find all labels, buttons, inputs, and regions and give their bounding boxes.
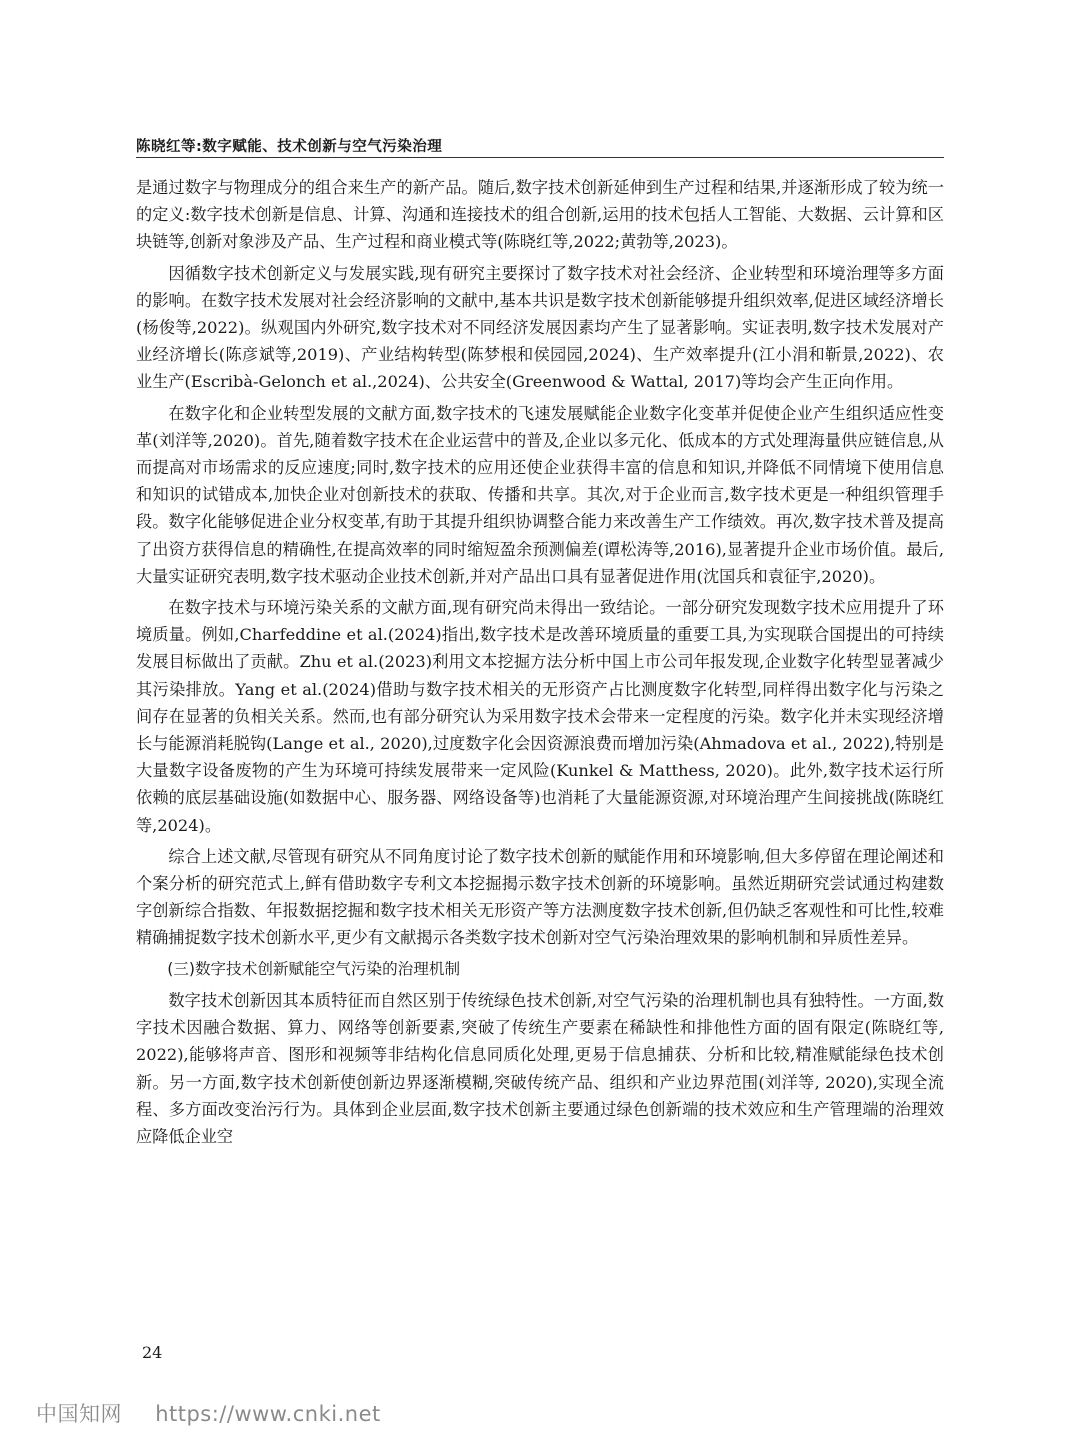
paragraph-2: 因循数字技术创新定义与发展实践,现有研究主要探讨了数字技术对社会经济、企业转型和环境治理等多方面的影响。在数字技术发展对社会经济影响的文献中,基本共识是数字技术创新能够提升组织效率,促进区域经济增长(杨俊等,2022)。纵观国内外研究,数字技术对不同经济发展因素均产生了显著影响。实证表明,数字技术发展对产业经济增长(陈彦斌等,2019)、产业结构转型(陈梦根和侯园园,2024)、生产效率提升(江小涓和靳景,2022)、农业生产(Escribà-Gelonch et al.,2024)、公共安全(Greenwood & Wattal, 2017)等均会产生正向作用。 [136, 263, 944, 392]
paragraph-4: 在数字技术与环境污染关系的文献方面,现有研究尚未得出一致结论。一部分研究发现数字技术应用提升了环境质量。例如,Charfeddine et al.(2024)指出,数字技术是改善环境质量的重要工具,为实现联合国提出的可持续发展目标做出了贡献。Zhu et al.(2023)利用文本挖掘方法分析中国上市公司年报发现,企业数字化转型显著减少其污染排放。Yang et al.(2024)借助与数字技术相关的无形资产占比测度数字化转型,同样得出数字化与污染之间存在显著的负相关关系。然而,也有部分研究认为采用数字技术会带来一定程度的污染。数字化并未实现经济增长与能源消耗脱钩(Lange et al., 2020),过度数字化会因资源浪费而增加污染(Ahmadova et al., 2022),特别是大量数字设备废物的产生为环境可持续发展带来一定风险(Kunkel & Matthess, 2020)。此外,数字技术运行所依赖的底层基础设施(如数据中心、服务器、网络设备等)也消耗了大量能源资源,对环境治理产生间接挑战(陈晓红等,2024)。 [136, 598, 944, 835]
paragraph-6: 数字技术创新因其本质特征而自然区别于传统绿色技术创新,对空气污染的治理机制也具有独特性。一方面,数字技术因融合数据、算力、网络等创新要素,突破了传统生产要素在稀缺性和排他性方面的固有限定(陈晓红等, 2022),能够将声音、图形和视频等非结构化信息同质化处理,更易于信息捕获、分析和比较,精准赋能绿色技术创新。另一方面,数字技术创新使创新边界逐渐模糊,突破传统产品、组织和产业边界范围(刘洋等, 2020),实现全流程、多方面改变治污行为。具体到企业层面,数字技术创新主要通过绿色创新端的技术效应和生产管理端的治理效应降低企业空 [136, 990, 944, 1146]
watermark-url: https://www.cnki.net [155, 1402, 381, 1426]
cnki-watermark [36, 1398, 381, 1428]
header-rule [136, 157, 944, 158]
paragraph-3: 在数字化和企业转型发展的文献方面,数字技术的飞速发展赋能企业数字化变革并促使企业产生组织适应性变革(刘洋等,2020)。首先,随着数字技术在企业运营中的普及,企业以多元化、低成本的方式处理海量供应链信息,从而提高对市场需求的反应速度;同时,数字技术的应用还使企业获得丰富的信息和知识,并降低不同情境下使用信息和知识的试错成本,加快企业对创新技术的获取、传播和共享。其次,对于企业而言,数字技术更是一种组织管理手段。数字化能够促进企业分权变革,有助于其提升组织协调整合能力来改善生产工作绩效。再次,数字技术普及提高了出资方获得信息的精确性,在提高效率的同时缩短盈余预测偏差(谭松涛等,2016),显著提升企业市场价值。最后,大量实证研究表明,数字技术驱动企业技术创新,并对产品出口具有显著促进作用(沈国兵和袁征宇,2020)。 [136, 403, 944, 586]
section-subheading: (三)数字技术创新赋能空气污染的治理机制 [167, 959, 461, 978]
page-number: 24 [142, 1343, 163, 1362]
paragraph-5: 综合上述文献,尽管现有研究从不同角度讨论了数字技术创新的赋能作用和环境影响,但大多停留在理论阐述和个案分析的研究范式上,鲜有借助数字专利文本挖掘揭示数字技术创新的环境影响。虽然近期研究尝试通过构建数字创新综合指数、年报数据挖掘和数字技术相关无形资产等方法测度数字技术创新,但仍缺乏客观性和可比性,较难精确捕捉数字技术创新水平,更少有文献揭示各类数字技术创新对空气污染治理效果的影响机制和异质性差异。 [136, 846, 944, 948]
running-title: 陈晓红等:数字赋能、技术创新与空气污染治理 [136, 139, 443, 155]
watermark-brand: 中国知网 [36, 1402, 122, 1426]
paragraph-1: 是通过数字与物理成分的组合来生产的新产品。随后,数字技术创新延伸到生产过程和结果,并逐渐形成了较为统一的定义:数字技术创新是信息、计算、沟通和连接技术的组合创新,运用的技术包括人工智能、大数据、云计算和区块链等,创新对象涉及产品、生产过程和商业模式等(陈晓红等,2022;黄勃等,2023)。 [136, 178, 944, 252]
body-text [136, 174, 944, 1154]
